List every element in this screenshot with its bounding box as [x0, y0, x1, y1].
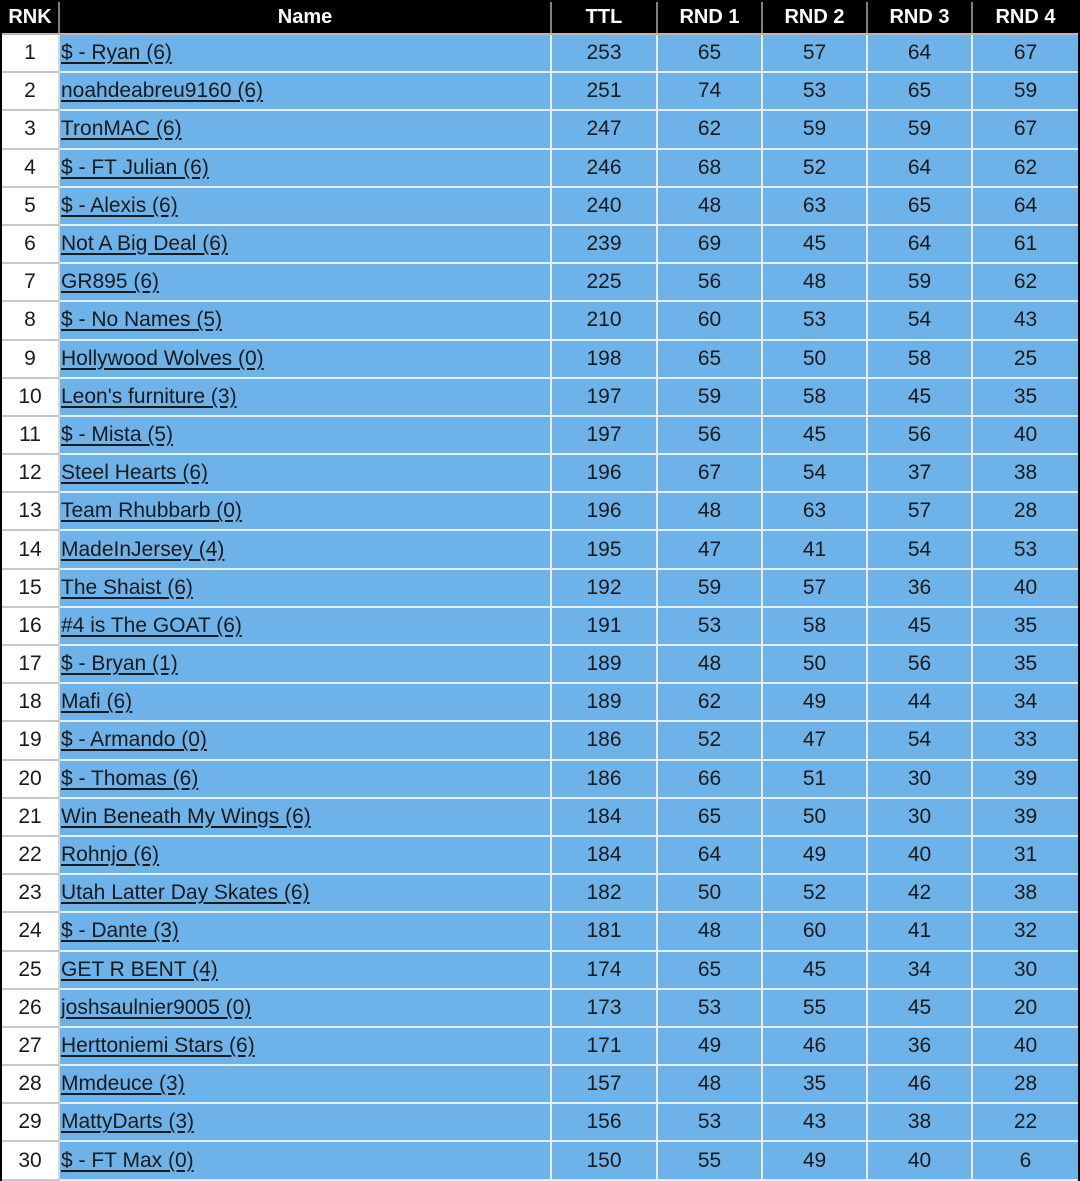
ttl-cell: 181	[551, 912, 657, 950]
rnd4-cell: 28	[972, 492, 1078, 530]
ttl-cell: 184	[551, 798, 657, 836]
rnd3-cell: 45	[867, 378, 972, 416]
rnk-cell: 4	[2, 149, 59, 187]
rnd4-cell: 62	[972, 149, 1078, 187]
team-name-cell	[59, 1027, 551, 1065]
rnd2-cell: 59	[762, 110, 867, 148]
table-row	[2, 798, 1078, 836]
team-name-cell	[59, 72, 551, 110]
rnk-cell: 10	[2, 378, 59, 416]
table-row	[2, 1103, 1078, 1141]
ttl-cell: 150	[551, 1141, 657, 1179]
rnd1-cell: 68	[657, 149, 762, 187]
rnd3-cell: 30	[867, 798, 972, 836]
table-row	[2, 1141, 1078, 1179]
ttl-cell: 210	[551, 301, 657, 339]
table-row	[2, 340, 1078, 378]
table-row	[2, 187, 1078, 225]
team-name-link[interactable]: $ - Alexis (6)	[61, 193, 178, 217]
team-name-link[interactable]: TronMAC (6)	[61, 117, 182, 141]
rnd3-cell: 58	[867, 340, 972, 378]
rnd1-cell: 64	[657, 836, 762, 874]
rnd1-cell: 52	[657, 721, 762, 759]
rnd2-cell: 48	[762, 263, 867, 301]
team-name-cell	[59, 263, 551, 301]
team-name-link[interactable]: Team Rhubbarb (0)	[61, 499, 242, 523]
rnd2-cell: 53	[762, 301, 867, 339]
ttl-cell: 196	[551, 454, 657, 492]
team-name-cell	[59, 416, 551, 454]
rnd4-cell: 39	[972, 798, 1078, 836]
rnd4-cell: 38	[972, 454, 1078, 492]
rnd1-cell: 55	[657, 1141, 762, 1179]
rnd3-cell: 38	[867, 1103, 972, 1141]
rnd1-cell: 53	[657, 1103, 762, 1141]
rnd3-cell: 64	[867, 34, 972, 72]
rnk-cell: 20	[2, 760, 59, 798]
team-name-cell	[59, 301, 551, 339]
rnd1-cell: 48	[657, 645, 762, 683]
team-name-cell	[59, 721, 551, 759]
team-name-cell	[59, 1141, 551, 1179]
rnd4-cell: 6	[972, 1141, 1078, 1179]
ttl-cell: 196	[551, 492, 657, 530]
team-name-link[interactable]: Utah Latter Day Skates (6)	[61, 881, 310, 905]
rnd2-cell: 53	[762, 72, 867, 110]
ttl-cell: 197	[551, 378, 657, 416]
rnd4-cell: 25	[972, 340, 1078, 378]
team-name-link[interactable]: GR895 (6)	[61, 270, 160, 294]
rnd3-cell: 57	[867, 492, 972, 530]
rnd3-cell: 36	[867, 1027, 972, 1065]
ttl-cell: 253	[551, 34, 657, 72]
team-name-cell	[59, 683, 551, 721]
team-name-link[interactable]: MadeInJersey (4)	[61, 537, 225, 561]
ttl-cell: 192	[551, 569, 657, 607]
rnk-cell: 8	[2, 301, 59, 339]
ttl-cell: 189	[551, 645, 657, 683]
header-rnk[interactable]: RNK	[2, 2, 59, 34]
rnd3-cell: 64	[867, 225, 972, 263]
rnd2-cell: 50	[762, 798, 867, 836]
team-name-link[interactable]: MattyDarts (3)	[61, 1110, 195, 1134]
rnd4-cell: 35	[972, 607, 1078, 645]
rnd4-cell: 39	[972, 760, 1078, 798]
rnd3-cell: 44	[867, 683, 972, 721]
rnd3-cell: 40	[867, 836, 972, 874]
ttl-cell: 247	[551, 110, 657, 148]
team-name-link[interactable]: GET R BENT (4)	[61, 957, 218, 981]
table-row	[2, 721, 1078, 759]
rnd3-cell: 65	[867, 72, 972, 110]
table-row	[2, 225, 1078, 263]
team-name-link[interactable]: The Shaist (6)	[61, 575, 193, 599]
ttl-cell: 171	[551, 1027, 657, 1065]
table-row	[2, 645, 1078, 683]
rnd1-cell: 59	[657, 378, 762, 416]
ttl-cell: 186	[551, 760, 657, 798]
ttl-cell: 182	[551, 874, 657, 912]
team-name-link[interactable]: $ - FT Julian (6)	[61, 155, 209, 179]
rnd4-cell: 35	[972, 378, 1078, 416]
rnd4-cell: 28	[972, 1065, 1078, 1103]
rnd3-cell: 54	[867, 301, 972, 339]
header-row	[2, 2, 1078, 34]
rnd3-cell: 59	[867, 110, 972, 148]
team-name-cell	[59, 951, 551, 989]
rnd1-cell: 59	[657, 569, 762, 607]
team-name-cell	[59, 340, 551, 378]
team-name-link[interactable]: Hollywood Wolves (0)	[61, 346, 264, 370]
ttl-cell: 186	[551, 721, 657, 759]
team-name-link[interactable]: $ - Ryan (6)	[61, 41, 172, 65]
rnd1-cell: 56	[657, 416, 762, 454]
team-name-cell	[59, 34, 551, 72]
team-name-link[interactable]: Win Beneath My Wings (6)	[61, 804, 311, 828]
rnd4-cell: 62	[972, 263, 1078, 301]
rnd4-cell: 31	[972, 836, 1078, 874]
table-row	[2, 683, 1078, 721]
team-name-cell	[59, 607, 551, 645]
rnd2-cell: 35	[762, 1065, 867, 1103]
table-header	[2, 2, 1078, 34]
team-name-link[interactable]: #4 is The GOAT (6)	[61, 613, 242, 637]
rnd2-cell: 41	[762, 530, 867, 568]
rnd2-cell: 58	[762, 607, 867, 645]
ttl-cell: 246	[551, 149, 657, 187]
rnd3-cell: 30	[867, 760, 972, 798]
rnd1-cell: 53	[657, 989, 762, 1027]
rnd2-cell: 55	[762, 989, 867, 1027]
rnd4-cell: 33	[972, 721, 1078, 759]
leaderboard	[2, 2, 1078, 1181]
rnd2-cell: 43	[762, 1103, 867, 1141]
rnk-cell: 14	[2, 530, 59, 568]
rnd2-cell: 50	[762, 340, 867, 378]
rnd1-cell: 56	[657, 263, 762, 301]
rnd3-cell: 34	[867, 951, 972, 989]
rnd2-cell: 46	[762, 1027, 867, 1065]
rnd2-cell: 60	[762, 912, 867, 950]
rnd1-cell: 66	[657, 760, 762, 798]
ttl-cell: 156	[551, 1103, 657, 1141]
table-row	[2, 836, 1078, 874]
table-row	[2, 951, 1078, 989]
ttl-cell: 225	[551, 263, 657, 301]
rnd1-cell: 48	[657, 912, 762, 950]
header-rnd3[interactable]: RND 3	[867, 2, 972, 34]
rnd4-cell: 40	[972, 569, 1078, 607]
team-name-cell	[59, 378, 551, 416]
rnd2-cell: 50	[762, 645, 867, 683]
table-row	[2, 110, 1078, 148]
rnd2-cell: 52	[762, 149, 867, 187]
rnd1-cell: 65	[657, 34, 762, 72]
table-row	[2, 378, 1078, 416]
team-name-cell	[59, 836, 551, 874]
rnd3-cell: 45	[867, 989, 972, 1027]
ttl-cell: 195	[551, 530, 657, 568]
table-row	[2, 34, 1078, 72]
table-row	[2, 301, 1078, 339]
rnd3-cell: 41	[867, 912, 972, 950]
rnd2-cell: 45	[762, 951, 867, 989]
team-name-link[interactable]: joshsaulnier9005 (0)	[61, 995, 252, 1019]
rnd1-cell: 62	[657, 110, 762, 148]
team-name-link[interactable]: $ - Armando (0)	[61, 728, 207, 752]
rnk-cell: 5	[2, 187, 59, 225]
rnd4-cell: 67	[972, 34, 1078, 72]
ttl-cell: 197	[551, 416, 657, 454]
team-name-cell	[59, 912, 551, 950]
rnd1-cell: 65	[657, 798, 762, 836]
header-ttl[interactable]: TTL	[551, 2, 657, 34]
team-name-link[interactable]: $ - No Names (5)	[61, 308, 223, 332]
team-name-cell	[59, 760, 551, 798]
rnk-cell: 29	[2, 1103, 59, 1141]
rnd3-cell: 42	[867, 874, 972, 912]
team-name-cell	[59, 798, 551, 836]
rnd1-cell: 65	[657, 951, 762, 989]
team-name-link[interactable]: Not A Big Deal (6)	[61, 232, 228, 256]
team-name-link[interactable]: Mmdeuce (3)	[61, 1072, 185, 1096]
rnd4-cell: 59	[972, 72, 1078, 110]
rnd3-cell: 40	[867, 1141, 972, 1179]
rnd1-cell: 50	[657, 874, 762, 912]
rnk-cell: 23	[2, 874, 59, 912]
team-name-link[interactable]: $ - Thomas (6)	[61, 766, 199, 790]
team-name-cell	[59, 1065, 551, 1103]
rnd3-cell: 56	[867, 645, 972, 683]
team-name-link[interactable]: $ - Bryan (1)	[61, 652, 178, 676]
rnd1-cell: 62	[657, 683, 762, 721]
table-row	[2, 492, 1078, 530]
table-body	[2, 34, 1078, 1180]
team-name-cell	[59, 989, 551, 1027]
rnd3-cell: 59	[867, 263, 972, 301]
rnk-cell: 28	[2, 1065, 59, 1103]
rnd1-cell: 60	[657, 301, 762, 339]
ttl-cell: 173	[551, 989, 657, 1027]
rnd3-cell: 65	[867, 187, 972, 225]
rnd4-cell: 61	[972, 225, 1078, 263]
rnd2-cell: 63	[762, 492, 867, 530]
rnk-cell: 3	[2, 110, 59, 148]
rnd3-cell: 45	[867, 607, 972, 645]
rnk-cell: 9	[2, 340, 59, 378]
rnk-cell: 18	[2, 683, 59, 721]
rnd2-cell: 49	[762, 1141, 867, 1179]
rnk-cell: 19	[2, 721, 59, 759]
team-name-cell	[59, 225, 551, 263]
ttl-cell: 184	[551, 836, 657, 874]
team-name-link[interactable]: Herttoniemi Stars (6)	[61, 1033, 255, 1057]
ttl-cell: 157	[551, 1065, 657, 1103]
rnd3-cell: 64	[867, 149, 972, 187]
rnd2-cell: 49	[762, 683, 867, 721]
rnd3-cell: 36	[867, 569, 972, 607]
rnk-cell: 16	[2, 607, 59, 645]
rnd4-cell: 32	[972, 912, 1078, 950]
table-row	[2, 569, 1078, 607]
rnd3-cell: 46	[867, 1065, 972, 1103]
table-row	[2, 72, 1078, 110]
rnk-cell: 25	[2, 951, 59, 989]
table-row	[2, 1065, 1078, 1103]
team-name-cell	[59, 874, 551, 912]
team-name-link[interactable]: $ - Mista (5)	[61, 422, 174, 446]
rnd2-cell: 57	[762, 34, 867, 72]
rnd1-cell: 74	[657, 72, 762, 110]
rnd1-cell: 48	[657, 187, 762, 225]
ttl-cell: 239	[551, 225, 657, 263]
rnd4-cell: 38	[972, 874, 1078, 912]
team-name-cell	[59, 149, 551, 187]
rnk-cell: 17	[2, 645, 59, 683]
team-name-link[interactable]: $ - FT Max (0)	[61, 1148, 194, 1172]
rnd3-cell: 56	[867, 416, 972, 454]
rnk-cell: 7	[2, 263, 59, 301]
table-row	[2, 149, 1078, 187]
rnd4-cell: 67	[972, 110, 1078, 148]
ttl-cell: 189	[551, 683, 657, 721]
rnd1-cell: 47	[657, 530, 762, 568]
header-rnd4[interactable]: RND 4	[972, 2, 1078, 34]
rnk-cell: 21	[2, 798, 59, 836]
rnk-cell: 27	[2, 1027, 59, 1065]
rnk-cell: 13	[2, 492, 59, 530]
team-name-link[interactable]: Steel Hearts (6)	[61, 461, 209, 485]
table-row	[2, 874, 1078, 912]
rnd2-cell: 51	[762, 760, 867, 798]
table-row	[2, 607, 1078, 645]
ttl-cell: 198	[551, 340, 657, 378]
leaderboard-table	[2, 2, 1078, 1181]
rnd1-cell: 48	[657, 1065, 762, 1103]
rnd4-cell: 30	[972, 951, 1078, 989]
team-name-link[interactable]: Rohnjo (6)	[61, 843, 160, 867]
rnd1-cell: 65	[657, 340, 762, 378]
rnk-cell: 24	[2, 912, 59, 950]
rnd1-cell: 48	[657, 492, 762, 530]
rnd4-cell: 22	[972, 1103, 1078, 1141]
header-name[interactable]: Name	[59, 2, 551, 34]
rnd4-cell: 43	[972, 301, 1078, 339]
ttl-cell: 191	[551, 607, 657, 645]
rnd4-cell: 53	[972, 530, 1078, 568]
ttl-cell: 174	[551, 951, 657, 989]
rnd3-cell: 54	[867, 721, 972, 759]
team-name-link[interactable]: noahdeabreu9160 (6)	[61, 79, 264, 103]
table-row	[2, 912, 1078, 950]
rnd2-cell: 45	[762, 225, 867, 263]
rnd1-cell: 49	[657, 1027, 762, 1065]
team-name-link[interactable]: Leon's furniture (3)	[61, 384, 237, 408]
rnd1-cell: 53	[657, 607, 762, 645]
header-rnd1[interactable]: RND 1	[657, 2, 762, 34]
team-name-cell	[59, 569, 551, 607]
table-row	[2, 1027, 1078, 1065]
rnd2-cell: 45	[762, 416, 867, 454]
table-row	[2, 530, 1078, 568]
rnk-cell: 26	[2, 989, 59, 1027]
rnk-cell: 11	[2, 416, 59, 454]
rnd4-cell: 40	[972, 1027, 1078, 1065]
table-row	[2, 989, 1078, 1027]
rnd3-cell: 37	[867, 454, 972, 492]
rnd2-cell: 49	[762, 836, 867, 874]
rnd2-cell: 52	[762, 874, 867, 912]
ttl-cell: 251	[551, 72, 657, 110]
team-name-cell	[59, 110, 551, 148]
rnd1-cell: 69	[657, 225, 762, 263]
rnd2-cell: 58	[762, 378, 867, 416]
rnd4-cell: 40	[972, 416, 1078, 454]
rnk-cell: 12	[2, 454, 59, 492]
team-name-cell	[59, 1103, 551, 1141]
rnk-cell: 1	[2, 34, 59, 72]
ttl-cell: 240	[551, 187, 657, 225]
table-row	[2, 454, 1078, 492]
team-name-cell	[59, 454, 551, 492]
team-name-cell	[59, 530, 551, 568]
rnd4-cell: 34	[972, 683, 1078, 721]
header-rnd2[interactable]: RND 2	[762, 2, 867, 34]
rnd2-cell: 54	[762, 454, 867, 492]
team-name-cell	[59, 645, 551, 683]
team-name-cell	[59, 187, 551, 225]
table-row	[2, 416, 1078, 454]
rnk-cell: 15	[2, 569, 59, 607]
rnd3-cell: 54	[867, 530, 972, 568]
team-name-cell	[59, 492, 551, 530]
rnk-cell: 22	[2, 836, 59, 874]
rnd4-cell: 20	[972, 989, 1078, 1027]
rnd2-cell: 57	[762, 569, 867, 607]
table-row	[2, 263, 1078, 301]
rnd1-cell: 67	[657, 454, 762, 492]
team-name-link[interactable]: Mafi (6)	[61, 690, 133, 714]
rnk-cell: 2	[2, 72, 59, 110]
rnd2-cell: 47	[762, 721, 867, 759]
rnd4-cell: 35	[972, 645, 1078, 683]
rnk-cell: 6	[2, 225, 59, 263]
rnd2-cell: 63	[762, 187, 867, 225]
team-name-link[interactable]: $ - Dante (3)	[61, 919, 179, 943]
rnk-cell: 30	[2, 1141, 59, 1179]
table-row	[2, 760, 1078, 798]
rnd4-cell: 64	[972, 187, 1078, 225]
